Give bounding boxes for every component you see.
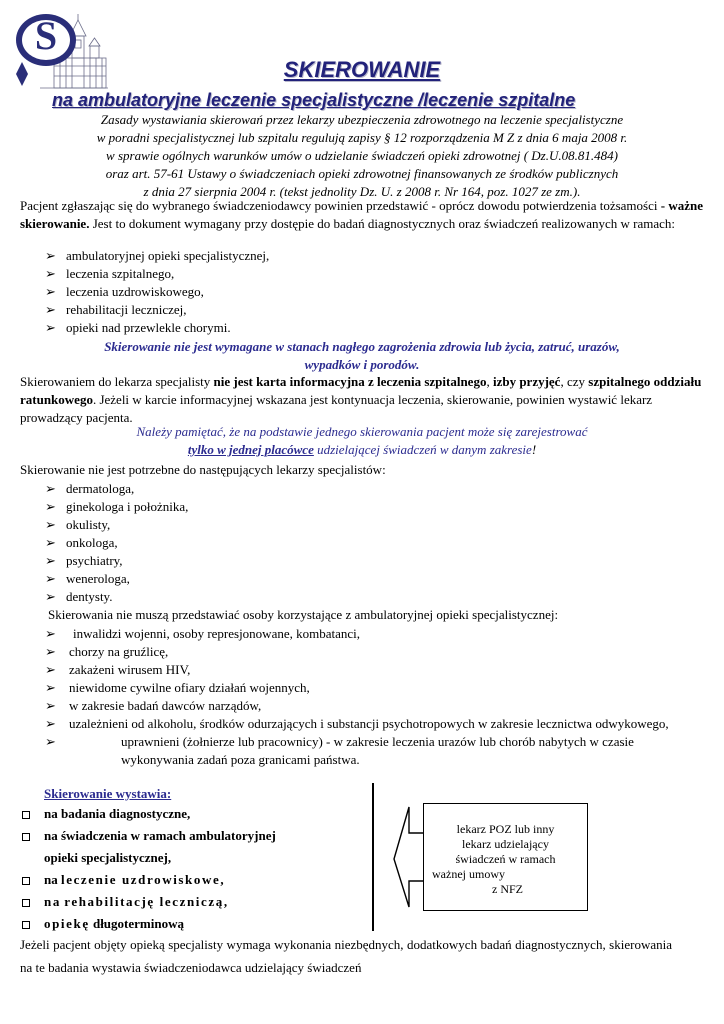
arrow-bullet-icon: ➢ [45, 266, 56, 281]
list-item: na leczenie uzdrowiskowe, [20, 869, 276, 891]
list-item: na badania diagnostyczne, [20, 803, 276, 825]
checkbox-bullet-icon [22, 921, 30, 929]
arrow-bullet-icon: ➢ [45, 284, 56, 299]
final-paragraph: Jeżeli pacjent objęty opieką specjalisty wymaga wykonania niezbędnych, dodatkowych badań diagnostycznych, skierowania na te badania wystawia świadczeniodawca udzielający świadczeń [20, 937, 672, 975]
arrow-bullet-icon: ➢ [45, 553, 56, 568]
divider-line [372, 783, 374, 931]
legal-line: Zasady wystawiania skierowań przez lekarzy ubezpieczenia zdrowotnego na leczenie specjalistyczne [100, 112, 624, 127]
list-item: ➢ inwalidzi wojenni, osoby represjonowane, kombatanci, [45, 626, 361, 641]
not-needed-intro: Skierowanie nie jest potrzebne do następujących lekarzy specjalistów: [20, 462, 386, 477]
box-line: świadczeń w ramach [455, 852, 556, 866]
checkbox-bullet-icon [22, 877, 30, 885]
list-item: ➢ psychiatry, [45, 553, 123, 568]
arrow-bullet-icon: ➢ [45, 589, 56, 604]
page-title: SKIEROWANIE [283, 57, 441, 82]
arrow-bullet-icon: ➢ [45, 302, 56, 317]
list-item: na rehabilitację leczniczą, [20, 891, 276, 913]
legal-line: w sprawie ogólnych warunków umów o udzielanie świadczeń opieki zdrowotnej ( Dz.U.08.81.484) [106, 148, 618, 163]
list-item: ➢ wenerologa, [45, 571, 130, 586]
emergency-note: Skierowanie nie jest wymagane w stanach nagłego zagrożenia zdrowia lub życia, zatruć, urazów, wypadków i porodów. [104, 339, 620, 372]
list-item: ➢ chorzy na gruźlicę, [45, 644, 169, 659]
intro-paragraph [20, 197, 706, 233]
exempt-list [45, 625, 685, 769]
list-item: ➢ niewidome cywilne ofiary działań wojennych, [45, 680, 310, 695]
remember-note: Należy pamiętać, że na podstawie jednego skierowania pacjent może się zarejestrować tylko w jednej placówce udzielającej świadczeń w danym zakresie! [136, 424, 588, 457]
issued-for-list [20, 803, 276, 935]
arrow-bullet-icon: ➢ [45, 535, 56, 550]
specialist-paragraph: Skierowaniem do lekarza specjalisty nie jest karta informacyjna z leczenia szpitalnego, izby przyjęć, czy szpitalnego oddziału ratunkowego. Jeżeli w karcie informacyjnej wskazana jest kontynuacja leczenia, skierowanie, powinien wystawić lekarz prowadzący pacjenta. [20, 374, 702, 425]
services-list [45, 247, 269, 337]
list-item: ➢ opieki nad przewlekle chorymi. [45, 320, 231, 335]
list-item: ➢ okulisty, [45, 517, 111, 532]
list-item: ➢ ambulatoryjnej opieki specjalistycznej, [45, 248, 270, 263]
checkbox-bullet-icon [22, 899, 30, 907]
arrow-bullet-icon: ➢ [45, 662, 56, 677]
arrow-bullet-icon: ➢ [45, 734, 56, 749]
legal-line: w poradni specjalistycznej lub szpitalu regulują zapisy § 12 rozporządzenia M Z z dnia 6 maja 2008 r. [96, 130, 628, 145]
legal-line: z dnia 27 sierpnia 2004 r. (tekst jednolity Dz. U. z 2008 r. Nr 164, poz. 1027 ze zm.). [143, 184, 581, 199]
list-item: ➢ zakażeni wirusem HIV, [45, 662, 191, 677]
remember-bold: tylko w jednej placówce [187, 442, 314, 457]
arrow-bullet-icon: ➢ [45, 716, 56, 731]
list-item: ➢ onkologa, [45, 535, 118, 550]
arrow-bullet-icon: ➢ [45, 626, 56, 641]
box-line: ważnej umowy [432, 867, 505, 881]
logo-letter: S [34, 13, 58, 58]
issuer-box [423, 803, 588, 911]
checkbox-bullet-icon [22, 833, 30, 841]
arrow-bullet-icon: ➢ [45, 571, 56, 586]
list-item: opiekę długoterminową [20, 913, 276, 935]
arrow-bullet-icon: ➢ [45, 481, 56, 496]
specialists-list [45, 480, 188, 606]
list-item: ➢ ginekologa i położnika, [45, 499, 189, 514]
arrow-bullet-icon: ➢ [45, 248, 56, 263]
intro-text-2: Jest to dokument wymagany przy dostępie do badań diagnostycznych oraz świadczeń realizowanych w ramach: [89, 216, 675, 231]
legal-basis [0, 111, 724, 201]
box-line: lekarz POZ lub inny [456, 822, 555, 836]
exempt-intro: Skierowania nie muszą przedstawiać osoby korzystające z ambulatoryjnej opieki specjalistycznej: [48, 607, 559, 622]
arrow-bullet-icon: ➢ [45, 644, 56, 659]
issued-heading: Skierowanie wystawia: [44, 786, 172, 801]
arrow-bullet-icon: ➢ [45, 320, 56, 335]
intro-text-1: Pacjent zgłaszając się do wybranego świadczeniodawcy powinien przedstawić - oprócz dowodu potwierdzenia tożsamości [20, 198, 661, 213]
box-line: lekarz udzielający [462, 837, 549, 851]
box-line: z NFZ [492, 882, 523, 896]
arrow-bullet-icon: ➢ [45, 680, 56, 695]
list-item: ➢ dentysty. [45, 589, 113, 604]
list-item: ➢ leczenia uzdrowiskowego, [45, 284, 204, 299]
legal-line: oraz art. 57-61 Ustawy o świadczeniach opieki zdrowotnej finansowanych ze środków publicznych [105, 166, 619, 181]
intro-bold: - ważne skierowanie. [20, 198, 703, 231]
list-item: opieki specjalistycznej, [44, 850, 172, 865]
list-item: na świadczenia w ramach ambulatoryjnej [20, 825, 276, 847]
arrow-bullet-icon: ➢ [45, 499, 56, 514]
arrow-bullet-icon: ➢ [45, 517, 56, 532]
checkbox-bullet-icon [22, 811, 30, 819]
list-item: ➢ uprawnieni (żołnierze lub pracownicy) - w zakresie leczenia urazów lub chorób nabytych w czasie wykonywania zadań poza granicami państwa. [45, 734, 634, 767]
page-subtitle: na ambulatoryjne leczenie specjalistyczne /leczenie szpitalne [52, 90, 576, 110]
list-item: ➢ rehabilitacji leczniczej, [45, 302, 187, 317]
arrow-bullet-icon: ➢ [45, 698, 56, 713]
list-item: ➢ dermatologa, [45, 481, 135, 496]
list-item: ➢ w zakresie badań dawców narządów, [45, 698, 262, 713]
list-item: ➢ uzależnieni od alkoholu, środków odurzających i substancji psychotropowych w zakresie lecznictwa odwykowego, [45, 716, 669, 731]
list-item: ➢ leczenia szpitalnego, [45, 266, 175, 281]
